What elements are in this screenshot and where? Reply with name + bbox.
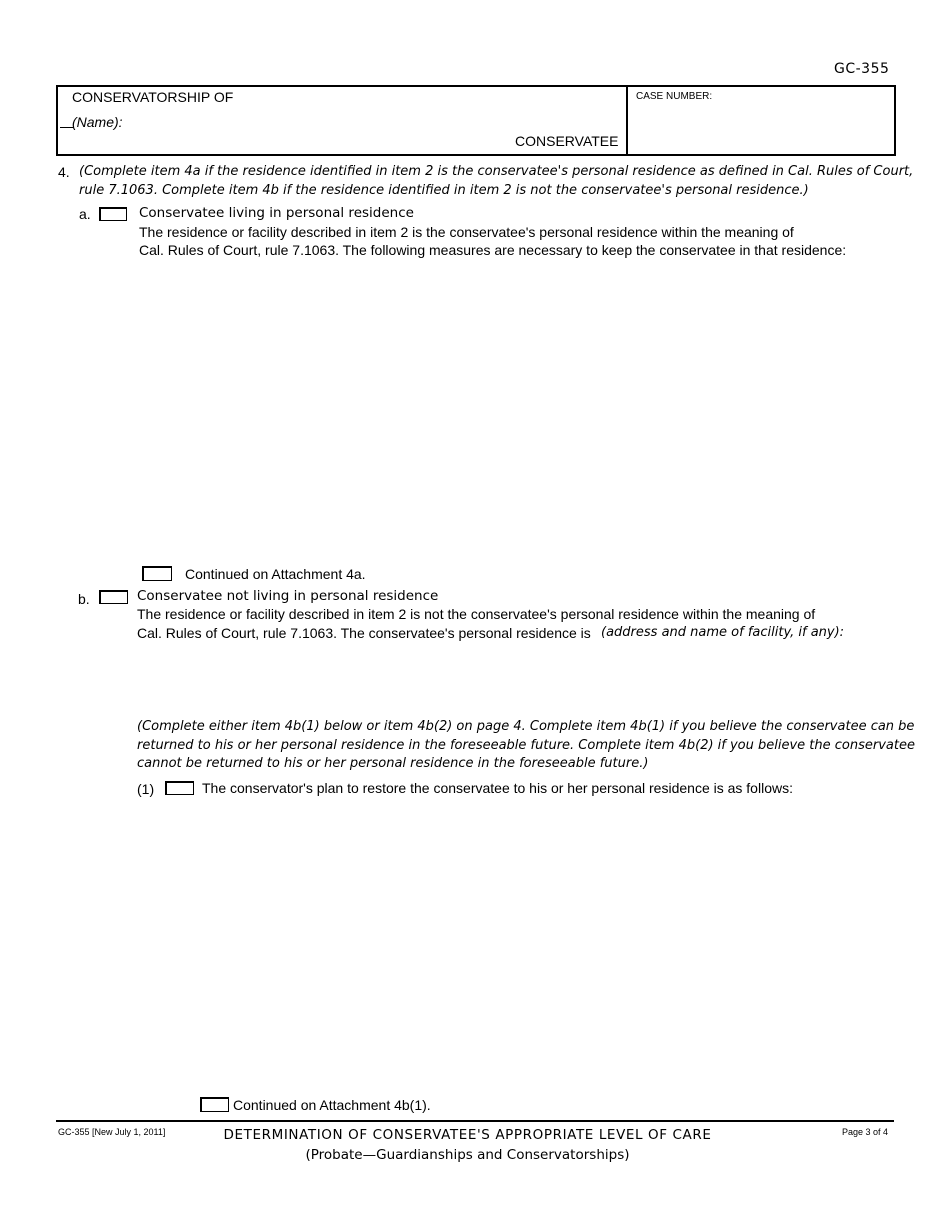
item-4b-instructions-line3: cannot be returned to his or her personal residence in the foreseeable future.) xyxy=(137,756,649,771)
case-number-label: CASE NUMBER: xyxy=(636,91,713,102)
caption-divider xyxy=(626,87,628,154)
item-4-number: 4. xyxy=(58,164,70,180)
conservatee-label: CONSERVATEE xyxy=(515,133,619,149)
conservatorship-of-label: CONSERVATORSHIP OF xyxy=(72,89,234,105)
item-4a-checkbox[interactable] xyxy=(99,207,127,221)
item-4b-letter: b. xyxy=(78,591,90,607)
form-id: GC-355 xyxy=(834,61,890,77)
item-4-instructions-line2: rule 7.1063. Complete item 4b if the residence identified in item 2 is not the conservatee's personal residence.) xyxy=(79,183,809,198)
name-label: (Name): xyxy=(72,114,123,130)
item-4a-letter: a. xyxy=(79,206,91,222)
item-4b1-continued-checkbox[interactable] xyxy=(200,1097,229,1112)
item-4b-instructions-line2: returned to his or her personal residence in the foreseeable future. Complete item 4b(2) if you believe the conservatee xyxy=(137,738,915,753)
item-4b1-continued-label: Continued on Attachment 4b(1). xyxy=(233,1097,431,1113)
footer-title: DETERMINATION OF CONSERVATEE'S APPROPRIATE LEVEL OF CARE xyxy=(223,1127,712,1143)
footer-form-rev: GC-355 [New July 1, 2011] xyxy=(58,1127,166,1137)
item-4b1-text: The conservator's plan to restore the conservatee to his or her personal residence is as follows: xyxy=(202,780,793,796)
item-4-instructions-line1: (Complete item 4a if the residence identified in item 2 is the conservatee's personal residence as defined in Cal. Rules of Court, xyxy=(79,164,914,179)
item-4b1-number: (1) xyxy=(137,781,155,797)
item-4b-text-line1: The residence or facility described in item 2 is not the conservatee's personal residence within the meaning of xyxy=(137,606,816,622)
item-4a-text-line1: The residence or facility described in item 2 is the conservatee's personal residence within the meaning of xyxy=(139,224,794,240)
item-4b-text-line2a: Cal. Rules of Court, rule 7.1063. The conservatee's personal residence is xyxy=(137,625,591,641)
item-4a-heading: Conservatee living in personal residence xyxy=(139,205,414,221)
item-4a-continued-checkbox[interactable] xyxy=(142,566,172,581)
item-4b-checkbox[interactable] xyxy=(99,590,128,604)
item-4b1-checkbox[interactable] xyxy=(165,781,194,795)
item-4a-continued-label: Continued on Attachment 4a. xyxy=(185,566,366,582)
item-4b-residence-field[interactable] xyxy=(137,646,894,716)
item-4b1-plan-field[interactable] xyxy=(202,800,894,1085)
item-4a-text-line2: Cal. Rules of Court, rule 7.1063. The following measures are necessary to keep the conservatee in that residence: xyxy=(139,242,847,258)
item-4b-instructions-line1: (Complete either item 4b(1) below or item 4b(2) on page 4. Complete item 4b(1) if you believe the conservatee can be xyxy=(137,719,915,734)
footer-page-number: Page 3 of 4 xyxy=(842,1127,889,1137)
caption-box xyxy=(56,85,896,156)
item-4b-heading: Conservatee not living in personal residence xyxy=(137,588,439,604)
item-4a-measures-field[interactable] xyxy=(139,264,894,554)
item-4b-text-line2b: (address and name of facility, if any): xyxy=(601,625,845,640)
footer-subtitle: (Probate—Guardianships and Conservatorships) xyxy=(305,1147,630,1163)
footer-rule xyxy=(56,1120,894,1122)
case-number-field[interactable] xyxy=(632,107,890,151)
